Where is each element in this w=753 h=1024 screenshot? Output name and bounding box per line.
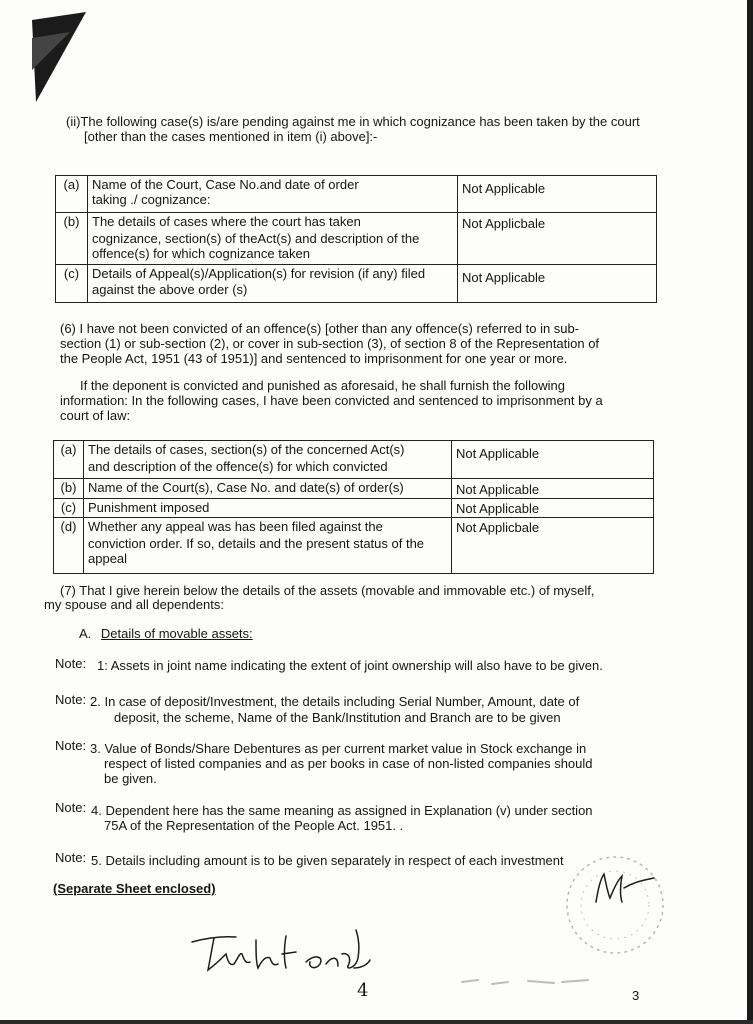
note-5-head: Note: (55, 850, 87, 865)
row-key: (b) (56, 213, 88, 265)
table-row (54, 441, 654, 479)
description-line: Name of the Court, Case No.and date of order (92, 177, 359, 192)
section-ii-line-1: (ii)The following case(s) is/are pending against me in which cognizance has been taken by the court (66, 114, 640, 129)
note-3-line: be given. (104, 771, 157, 786)
note-4-line: 4. Dependent here has the same meaning as assigned in Explanation (v) under section (91, 803, 593, 818)
row-value: Not Applicable (458, 265, 657, 303)
scan-edge-right (747, 0, 753, 1024)
handwritten-signature (186, 924, 376, 984)
description-line: The details of cases, section(s) of the concerned Act(s) (88, 442, 405, 457)
description-line: taking ./ cognizance: (92, 192, 211, 207)
row-value: Not Applicable (458, 176, 657, 213)
note-3-head: Note: (55, 738, 87, 753)
note-5-line: 5. Details including amount is to be given separately in respect of each investment (91, 853, 564, 868)
description-line: appeal (88, 551, 128, 566)
row-key: (c) (56, 265, 88, 303)
section-6 (60, 321, 599, 366)
row-description (88, 213, 458, 265)
note-3-line: respect of listed companies and as per books in case of non-listed companies should (104, 756, 593, 771)
description-line: conviction order. If so, details and the present status of the (88, 536, 425, 551)
row-value: Not Applicable (452, 479, 654, 499)
description-line: and description of the offence(s) for which convicted (88, 459, 388, 474)
section-7-line-1: (7) That I give herein below the details of the assets (movable and immovable etc.) of myself, (60, 583, 595, 598)
row-value: Not Applicable (452, 499, 654, 518)
page-number: 3 (632, 988, 640, 1003)
section-7-line-2: my spouse and all dependents: (44, 597, 224, 612)
row-key: (d) (54, 518, 84, 574)
section-6-line: the People Act, 1951 (43 of 1951)] and sentenced to imprisonment for one year or more. (60, 351, 568, 366)
section-6-line: section (1) or sub-section (2), or cover in sub-section (3), of section 8 of the Representation of (60, 336, 600, 351)
row-value: Not Applicable (452, 441, 654, 479)
table-row (56, 176, 657, 213)
note-2-head: Note: (55, 692, 87, 707)
table-row (56, 213, 657, 265)
note-2-line: 2. In case of deposit/Investment, the details including Serial Number, Amount, date of (90, 694, 580, 709)
row-key: (a) (56, 176, 88, 213)
description-line: cognizance, section(s) of theAct(s) and description of the (92, 231, 420, 246)
row-key: (b) (54, 479, 84, 499)
deponent-line-3: court of law: (60, 408, 131, 423)
note-1-line: 1: Assets in joint name indicating the extent of joint ownership will also have to be given. (97, 658, 603, 673)
description-line: Whether any appeal was has been filed against the (88, 519, 383, 534)
table-row (56, 265, 657, 303)
convictions-table (53, 440, 654, 574)
table-row (54, 479, 654, 499)
row-description (84, 518, 452, 574)
faint-seal-stamp (560, 850, 670, 960)
description-line: The details of cases where the court has taken (92, 214, 361, 229)
faint-smudge (458, 972, 598, 992)
row-description (84, 441, 452, 479)
description-line: offence(s) for which cognizance taken (92, 246, 310, 261)
table-row (54, 499, 654, 518)
row-value: Not Applicbale (458, 213, 657, 265)
corner-fold-mark (30, 10, 90, 105)
note-1-head: Note: (55, 656, 87, 671)
section-ii-line-2: [other than the cases mentioned in item (i) above]:- (84, 129, 378, 144)
description-line: Details of Appeal(s)/Application(s) for revision (if any) filed (92, 266, 426, 281)
section-6-line: (6) I have not been convicted of an offence(s) [other than any offence(s) referred to in sub- (60, 321, 580, 336)
row-description (88, 176, 458, 213)
note-2-line: deposit, the scheme, Name of the Bank/Institution and Branch are to be given (114, 710, 561, 725)
separate-sheet-enclosed: (Separate Sheet enclosed) (53, 881, 216, 896)
note-4-line: 75A of the Representation of the People Act. 1951. . (104, 818, 404, 833)
row-key: (c) (54, 499, 84, 518)
row-value: Not Applicbale (452, 518, 654, 574)
row-key: (a) (54, 441, 84, 479)
row-description: Name of the Court(s), Case No. and date(s) of order(s) (84, 479, 452, 499)
row-description: Punishment imposed (84, 499, 452, 518)
pending-cases-table (55, 175, 657, 303)
note-4-head: Note: (55, 800, 87, 815)
movable-assets-heading (79, 626, 253, 641)
deponent-line-2: information: In the following cases, I have been convicted and sentenced to imprisonment by a (60, 393, 603, 408)
handwritten-page-number: 4 (357, 980, 369, 1001)
heading-label: A. (79, 626, 92, 641)
heading-text: Details of movable assets: (100, 626, 253, 641)
description-line: against the above order (s) (92, 282, 248, 297)
scan-edge-bottom (0, 1020, 753, 1024)
table-row (54, 518, 654, 574)
deponent-line-1: If the deponent is convicted and punished as aforesaid, he shall furnish the following (80, 378, 565, 393)
row-description (88, 265, 458, 303)
note-3-line: 3. Value of Bonds/Share Debentures as per current market value in Stock exchange in (90, 741, 587, 756)
